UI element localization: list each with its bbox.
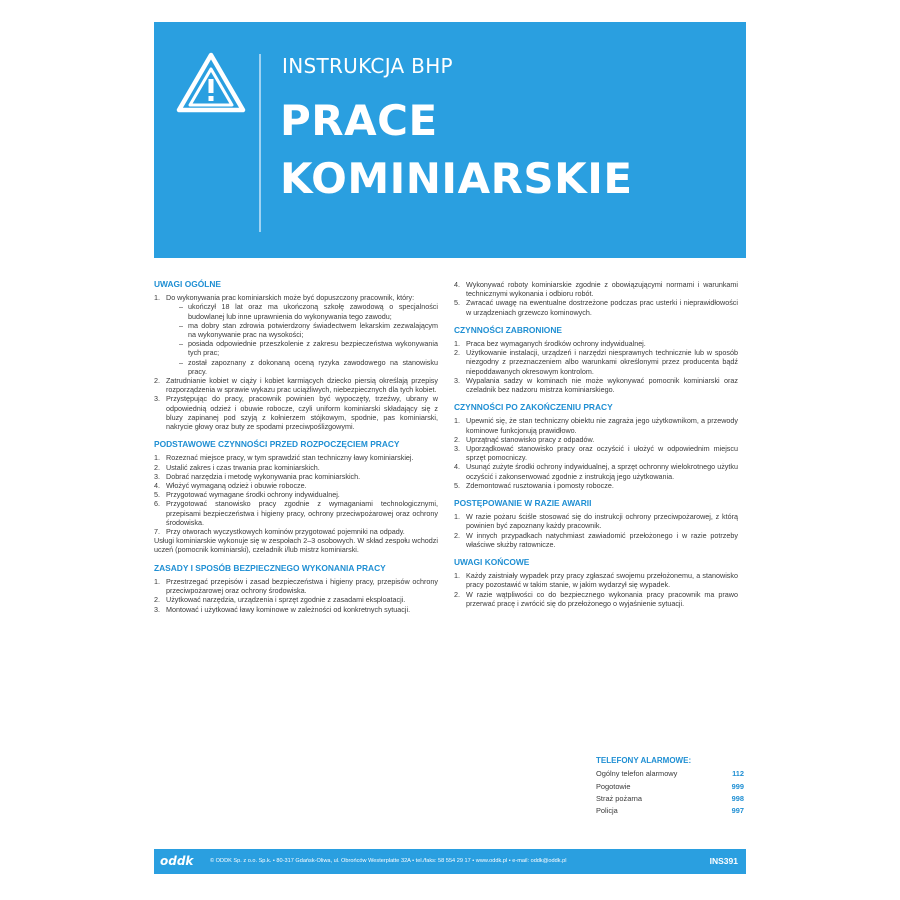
sub-list-item: – został zapoznany z dokonaną oceną ryzyka zawodowego na stanowisku pracy. bbox=[179, 357, 438, 376]
list-item: 2. Uprzątnąć stanowisko pracy z odpadów. bbox=[454, 434, 595, 444]
section-zasady-continued bbox=[454, 280, 738, 317]
list-item: 4. Włożyć wymaganą odzież i obuwie robocze. bbox=[154, 481, 307, 491]
section-title: CZYNNOŚCI ZABRONIONE bbox=[454, 324, 562, 335]
list-item: 3. Przystępując do pracy, pracownik powinien być wypoczęty, trzeźwy, ubrany w odpowiednią odzież i obuwie robocze, czyli uniform kominiarski składający się z bluzy zapinanej pod szyją z kołnierzem stójkowym, spodnie, pas kominiarski, nakrycie głowy oraz buty ze spodami przeciwpoślizgowymi. bbox=[154, 394, 438, 432]
list-item: 3. Montować i użytkować ławy kominowe w zależności od konkretnych sytuacji. bbox=[154, 604, 411, 614]
instruction-sheet bbox=[154, 22, 746, 874]
section-title: CZYNNOŚCI PO ZAKOŃCZENIU PRACY bbox=[454, 402, 613, 413]
title-line-1: PRACE bbox=[280, 96, 438, 145]
section-uwagi-koncowe bbox=[454, 558, 738, 608]
sub-list-item: – ukończył 18 lat oraz ma ukończoną szkołę zawodową o specjalności budowlanej lub inne uprawnienia do wykonywania tego zawodu; bbox=[179, 302, 438, 321]
section-przed-rozpoczeciem bbox=[154, 440, 438, 554]
list-item: 3. Dobrać narzędzia i metodę wykonywania prac kominiarskich. bbox=[154, 471, 361, 481]
oddk-logo: oddk bbox=[160, 854, 194, 868]
list-item: 7. Przy otworach wyczystkowych kominów przygotować pojemniki na odpady. bbox=[154, 527, 405, 537]
page-title bbox=[280, 92, 633, 208]
header-banner bbox=[154, 22, 746, 258]
section-title: POSTĘPOWANIE W RAZIE AWARII bbox=[454, 498, 592, 509]
phones-title: TELEFONY ALARMOWE: bbox=[596, 756, 692, 765]
footer-bar bbox=[154, 849, 746, 874]
document-code: INS391 bbox=[709, 856, 738, 866]
section-zabronione bbox=[454, 326, 738, 394]
list-item: 1. Upewnić się, że stan techniczny obiektu nie zagraża jego użytkownikom, a przewody kominowe funkcjonują prawidłowo. bbox=[454, 416, 738, 435]
footer-contact: © ODDK Sp. z o.o. Sp.k. • 80-317 Gdańsk-Oliwa, ul. Obrońców Westerplatte 32A • tel./faks: 58 554 29 17 • www.oddk.pl • e-mail: oddk@oddk.pl bbox=[210, 858, 567, 864]
list-item: 2. Użytkowanie instalacji, urządzeń i narzędzi niesprawnych technicznie lub w sposób niezgodny z przeznaczeniem albo warunkami określonymi przez producenta bądź niepoddawanych okresowym kontrolom. bbox=[454, 348, 738, 376]
list-item: 5. Zdemontować rusztowania i pomosty robocze. bbox=[454, 480, 614, 490]
phone-row: Pogotowie 999 bbox=[596, 781, 744, 791]
list-item: 5. Zwracać uwagę na ewentualne dostrzeżone podczas prac usterki i nieprawidłowości w urządzeniach grzewczo kominowych. bbox=[454, 298, 738, 317]
warning-triangle-icon bbox=[176, 52, 246, 114]
list-item: 1. Do wykonywania prac kominiarskich może być dopuszczony pracownik, który: – ukończył 18 lat oraz ma ukończoną szkołę zawodową o specjalności budowlanej lub inne uprawnienia do wykonywania tego zawodu; – ma dobry stan zdrowia potwierdzony świadectwem lekarskim zezwalającym na wykonywanie prac na wysokości; – posiada odpowiednie przeszkolenie z zakresu bezpieczeństwa wykonywania tych prac; – został zapoznany z dokonaną oceną ryzyka zawodowego na stanowisku pracy. bbox=[154, 293, 438, 376]
list-item: 1. W razie pożaru ściśle stosować się do instrukcji ochrony przeciwpożarowej, z którą powinien być zapoznany każdy pracownik. bbox=[454, 512, 738, 531]
list-item: 2. Ustalić zakres i czas trwania prac kominiarskich. bbox=[154, 462, 320, 472]
header-kicker: INSTRUKCJA BHP bbox=[282, 54, 453, 78]
emergency-phones bbox=[596, 755, 744, 817]
list-item: 5. Przygotować wymagane środki ochrony indywidualnej. bbox=[154, 490, 340, 500]
list-item: 6. Przygotować stanowisko pracy zgodnie z wymaganiami technologicznymi, przepisami bezpieczeństwa i higieny pracy, ochrony przeciwpożarowej oraz ochrony środowiska. bbox=[154, 499, 438, 527]
list-item: 2. Użytkować narzędzia, urządzenia i sprzęt zgodnie z zasadami eksploatacji. bbox=[154, 595, 406, 605]
phone-row: Ogólny telefon alarmowy 112 bbox=[596, 769, 744, 779]
list-item: 1. Praca bez wymaganych środków ochrony indywidualnej. bbox=[454, 339, 646, 349]
sub-list-item: – ma dobry stan zdrowia potwierdzony świadectwem lekarskim zezwalającym na wykonywanie prac na wysokości; bbox=[179, 320, 438, 340]
title-line-2: KOMINIARSKIE bbox=[280, 154, 633, 203]
list-item: 3. Wypalania sadzy w kominach nie może wykonywać pomocnik kominiarski oraz czeladnik bez nadzoru mistrza kominiarskiego. bbox=[454, 375, 738, 395]
phone-row: Straż pożarna 998 bbox=[596, 793, 744, 803]
left-column bbox=[154, 280, 438, 623]
list-item: 1. Rozeznać miejsce pracy, w tym sprawdzić stan techniczny ławy kominiarskiej. bbox=[154, 453, 414, 463]
right-column bbox=[454, 280, 738, 617]
sub-list-item: – posiada odpowiednie przeszkolenie z zakresu bezpieczeństwa wykonywania tych prac; bbox=[179, 339, 438, 358]
section-awaria bbox=[454, 499, 738, 549]
header-divider bbox=[259, 54, 261, 232]
list-item: 4. Usunąć zużyte środki ochrony indywidualnej, a sprzęt ochronny wielokrotnego użytku oczyścić i zakonserwować zgodnie z instrukcją jego użytkowania. bbox=[454, 462, 738, 481]
list-item: 2. Zatrudnianie kobiet w ciąży i kobiet karmiących dziecko piersią określają przepisy rozporządzenia w sprawie wykazu prac uciążliwych, niebezpiecznych dla tych kobiet. bbox=[154, 376, 438, 395]
list-item: 4. Wykonywać roboty kominiarskie zgodnie z obowiązującymi normami i warunkami technicznymi wykonania i odbioru robót. bbox=[454, 280, 738, 299]
section-note: Usługi kominiarskie wykonuje się w zespołach 2–3 osobowych. W skład zespołu wchodzi uczeń (pomocnik kominiarski), czeladnik i/lub mistrz kominiarski. bbox=[154, 536, 438, 555]
section-title: ZASADY I SPOSÓB BEZPIECZNEGO WYKONANIA PRACY bbox=[154, 562, 386, 573]
list-item: 2. W innych przypadkach natychmiast zawiadomić przełożonego i w razie potrzeby właściwe służby ratownicze. bbox=[454, 530, 738, 549]
section-zasady bbox=[154, 564, 438, 614]
list-item: 2. W razie wątpliwości co do bezpiecznego wykonania pracy pracownik ma prawo przerwać pracę i zwrócić się do przełożonego o wyjaśnienie sytuacji. bbox=[454, 589, 738, 608]
list-item: 3. Uporządkować stanowisko pracy oraz oczyścić i ułożyć w odpowiednim miejscu sprzęt pomocniczy. bbox=[454, 444, 738, 463]
list-item: 1. Każdy zaistniały wypadek przy pracy zgłaszać swojemu przełożonemu, a stanowisko pracy pozostawić w takim stanie, w jakim wydarzył się wypadek. bbox=[454, 571, 738, 590]
section-uwagi-ogolne bbox=[154, 280, 438, 431]
section-title: UWAGI OGÓLNE bbox=[154, 279, 221, 289]
section-title: PODSTAWOWE CZYNNOŚCI PRZED ROZPOCZĘCIEM PRACY bbox=[154, 439, 400, 450]
list-item: 1. Przestrzegać przepisów i zasad bezpieczeństwa i higieny pracy, przepisów ochrony przeciwpożarowej oraz ochrony środowiska. bbox=[154, 576, 438, 596]
section-title: UWAGI KOŃCOWE bbox=[454, 557, 530, 568]
section-po-zakonczeniu bbox=[454, 403, 738, 490]
phone-row: Policja 997 bbox=[596, 806, 744, 816]
